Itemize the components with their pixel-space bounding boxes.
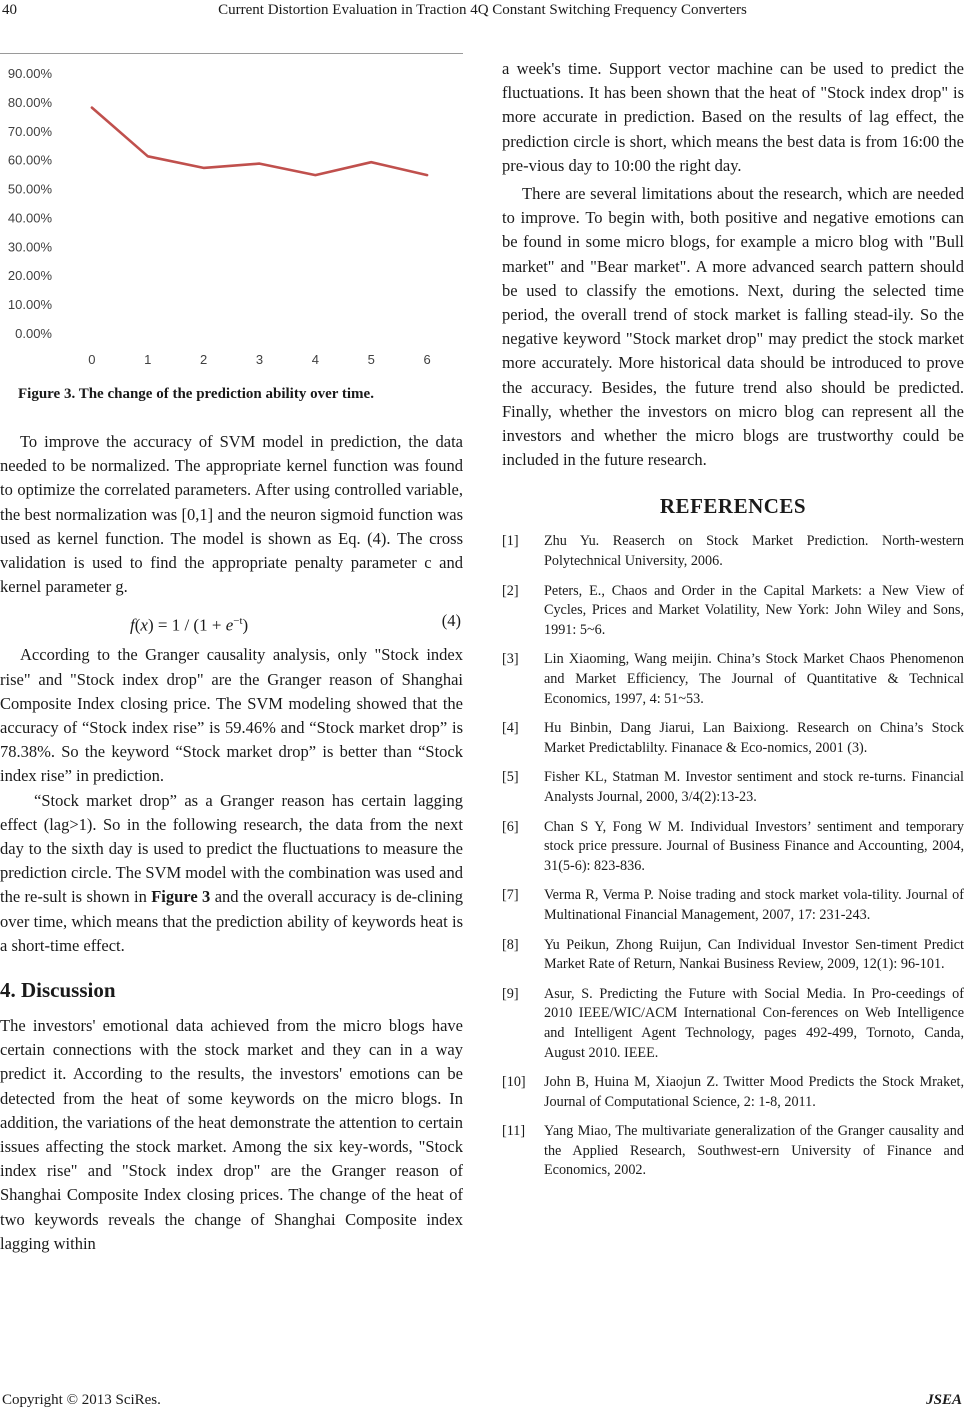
reference-number: [7] <box>502 887 519 904</box>
y-tick-label: 60.00% <box>7 152 52 168</box>
reference-number: [8] <box>502 936 519 953</box>
x-tick-label: 2 <box>200 352 208 367</box>
y-tick-label: 20.00% <box>7 268 52 284</box>
paragraph-lagging-effect: “Stock market drop” as a Granger reason has certain lagging effect (lag>1). So in the following research, the data from the next day to the sixth day is used to predict the fluctuations to measure the prediction circle. The SVM model with the combination was used and the re-sult is shown in Figure 3 and the overall accuracy is de-clining over time, which means that the prediction ability of keywords heat is a short-time effect. <box>0 790 463 955</box>
paragraph-continued: a week's time. Support vector machine can be used to predict the fluctuations. It has been shown that the heat of "Stock index drop" is more accurate in prediction. Based on the results of lag effect, the prediction circle is short, which means the best data is from 16:00 the pre-vious day to 10:00 the right day. <box>502 59 964 175</box>
x-tick-label: 1 <box>144 352 152 367</box>
right-column <box>502 57 964 1191</box>
reference-item <box>502 650 964 709</box>
reference-number: [9] <box>502 985 519 1002</box>
reference-item <box>502 719 964 758</box>
reference-text: Zhu Yu. Reaserch on Stock Market Prediction. North-western Polytechnical University, 2006. <box>544 533 964 570</box>
x-tick-label: 3 <box>255 352 264 367</box>
y-tick-label: 0.00% <box>15 326 52 341</box>
y-tick-label: 80.00% <box>7 94 52 110</box>
y-tick-label: 50.00% <box>7 181 52 197</box>
figure-reference: Figure 3 <box>151 887 211 907</box>
reference-text: Peters, E., Chaos and Order in the Capital Markets: a New View of Cycles, Prices and Market Volatility, New York: John Wiley and Sons, 1991: 5~6. <box>544 582 964 638</box>
reference-list <box>502 532 964 1181</box>
running-title: Current Distortion Evaluation in Traction 4Q Constant Switching Frequency Converters <box>218 2 747 18</box>
x-tick-label: 6 <box>423 352 431 367</box>
journal-name: JSEA <box>926 1392 962 1408</box>
reference-text: Yu Peikun, Zhong Ruijun, Can Individual Investor Sen-timent Predict Market Rate of Return, Nankai Business Review, 2009, 12(1): 96-101. <box>544 936 964 973</box>
section-title: 4. Discussion <box>0 978 116 1003</box>
line-chart <box>0 58 463 380</box>
reference-number: [11] <box>502 1123 526 1140</box>
reference-number: [5] <box>502 769 519 786</box>
reference-number: [10] <box>502 1074 526 1091</box>
copyright: Copyright © 2013 SciRes. <box>2 1392 161 1408</box>
reference-number: [4] <box>502 720 519 737</box>
reference-text: Chan S Y, Fong W M. Individual Investors’ sentiment and temporary stock price pressure. Journal of Business Finance and Accounting, 2004, 31(5-6): 823-836. <box>544 818 964 874</box>
reference-item <box>502 1122 964 1181</box>
reference-number: [2] <box>502 582 519 599</box>
reference-item <box>502 985 964 1063</box>
reference-text: Lin Xiaoming, Wang meijin. China’s Stock Market Chaos Phenomenon and Market Efficiency, The Journal of Quantitative & Technical Economics, 1997, 4: 51~53. <box>544 651 964 707</box>
y-tick-label: 70.00% <box>7 123 52 139</box>
reference-item <box>502 768 964 807</box>
y-tick-label: 90.00% <box>7 66 52 81</box>
page-header <box>0 0 965 24</box>
equation-number: (4) <box>441 611 461 631</box>
figure-caption: Figure 3. The change of the prediction ability over time. <box>18 386 374 402</box>
paragraph-svm-normalization: To improve the accuracy of SVM model in prediction, the data needed to be normalized. The appropriate kernel function was found to optimize the correlated parameters. After using controlled variable, the best normalization was [0,1] and the neuron sigmoid function was used as kernel function. The model is shown as Eq. (4). The cross validation is used to find the appropriate penalty parameter c and kernel parameter g. <box>0 432 463 597</box>
left-column <box>0 430 463 1256</box>
reference-text: Hu Binbin, Dang Jiarui, Lan Baixiong. Research on China’s Stock Market Predictablilty. Finanace & Eco-nomics, 2001 (3). <box>544 720 964 756</box>
paragraph-limitations: There are several limitations about the research, which are needed to improve. To begin with, both positive and negative emotions can be found in some micro blogs, for example a micro blog with "Bull market" and "Bear market". A more advanced search pattern should be used to classify the emotions. Next, during the selected time period, the overall trend of stock market is falling stead-ily. So the negative keyword "Stock market drop" may predict the stock market more accurately. More historical data should be introduced to prove the accuracy. Besides, the future trend also should be predicted. Finally, whether the investors on micro blog can represent all the investors and whether the micro blogs are trustworthy could be included in the future research. <box>502 184 964 470</box>
reference-item <box>502 582 964 641</box>
paragraph-discussion: The investors' emotional data achieved from the micro blogs have certain connections with the stock market and they can in a way predict it. According to the results, the investors' emotions can be detected from the heat of some keywords on the micro blogs. In addition, the variations of the heat demonstrate the attention to certain issues affecting the stock market. Among the six key-words, "Stock index rise" and "Stock index drop" are the Granger reason of Shanghai Composite Index closing prices. The change of the heat of two keywords reveals the change of Shanghai Composite index lagging within <box>0 1016 463 1253</box>
paragraph-granger: According to the Granger causality analysis, only "Stock index rise" and "Stock index drop" are the Granger reason of Shanghai Composite Index closing price. The SVM modeling showed that the accuracy of “Stock index rise” is 59.46% and “Stock market drop” is 78.38%. So the keyword “Stock market drop” is better than “Stock index rise” in prediction. <box>0 645 463 786</box>
reference-number: [1] <box>502 533 519 550</box>
reference-text: John B, Huina M, Xiaojun Z. Twitter Mood Predicts the Stock Mraket, Journal of Computational Science, 2: 1-8, 2011. <box>544 1074 964 1110</box>
equation-4 <box>0 601 463 641</box>
references-title: REFERENCES <box>659 494 807 519</box>
x-tick-label: 4 <box>311 352 319 367</box>
figure-3 <box>0 58 463 380</box>
reference-number: [3] <box>502 651 519 668</box>
equation-formula: $f(x) = 1 / (1 + e^{-t})$ <box>130 615 249 636</box>
reference-text: Yang Miao, The multivariate generalization of the Granger causality and the Applied Research, Southwest-ern University of Finance and Economics, 2002. <box>544 1123 964 1179</box>
reference-text: Asur, S. Predicting the Future with Social Media. In Pro-ceedings of 2010 IEEE/WIC/ACM International Con-ferences on Web Intelligence and Intelligent Agent Technology, pages 492-499, Tornoto, Canda, August 2010. IEEE. <box>544 985 964 1061</box>
x-tick-label: 5 <box>367 352 375 367</box>
header-rule <box>0 53 463 54</box>
page-number: 40 <box>2 2 17 18</box>
series-line <box>92 108 427 176</box>
reference-item <box>502 818 964 877</box>
y-tick-label: 40.00% <box>7 210 52 226</box>
y-tick-label: 30.00% <box>7 239 52 255</box>
x-tick-label: 0 <box>88 352 96 367</box>
reference-item <box>502 936 964 975</box>
y-tick-label: 10.00% <box>7 297 52 313</box>
reference-text: Fisher KL, Statman M. Investor sentiment and stock re-turns. Financial Analysts Journal, 2000, 3/4(2):13-23. <box>544 769 964 805</box>
reference-number: [6] <box>502 818 519 835</box>
reference-text: Verma R, Verma P. Noise trading and stock market vola-tility. Journal of Multinational Financial Management, 2007, 17: 231-243. <box>544 887 964 923</box>
reference-item <box>502 1073 964 1112</box>
reference-item <box>502 886 964 925</box>
reference-item <box>502 532 964 571</box>
